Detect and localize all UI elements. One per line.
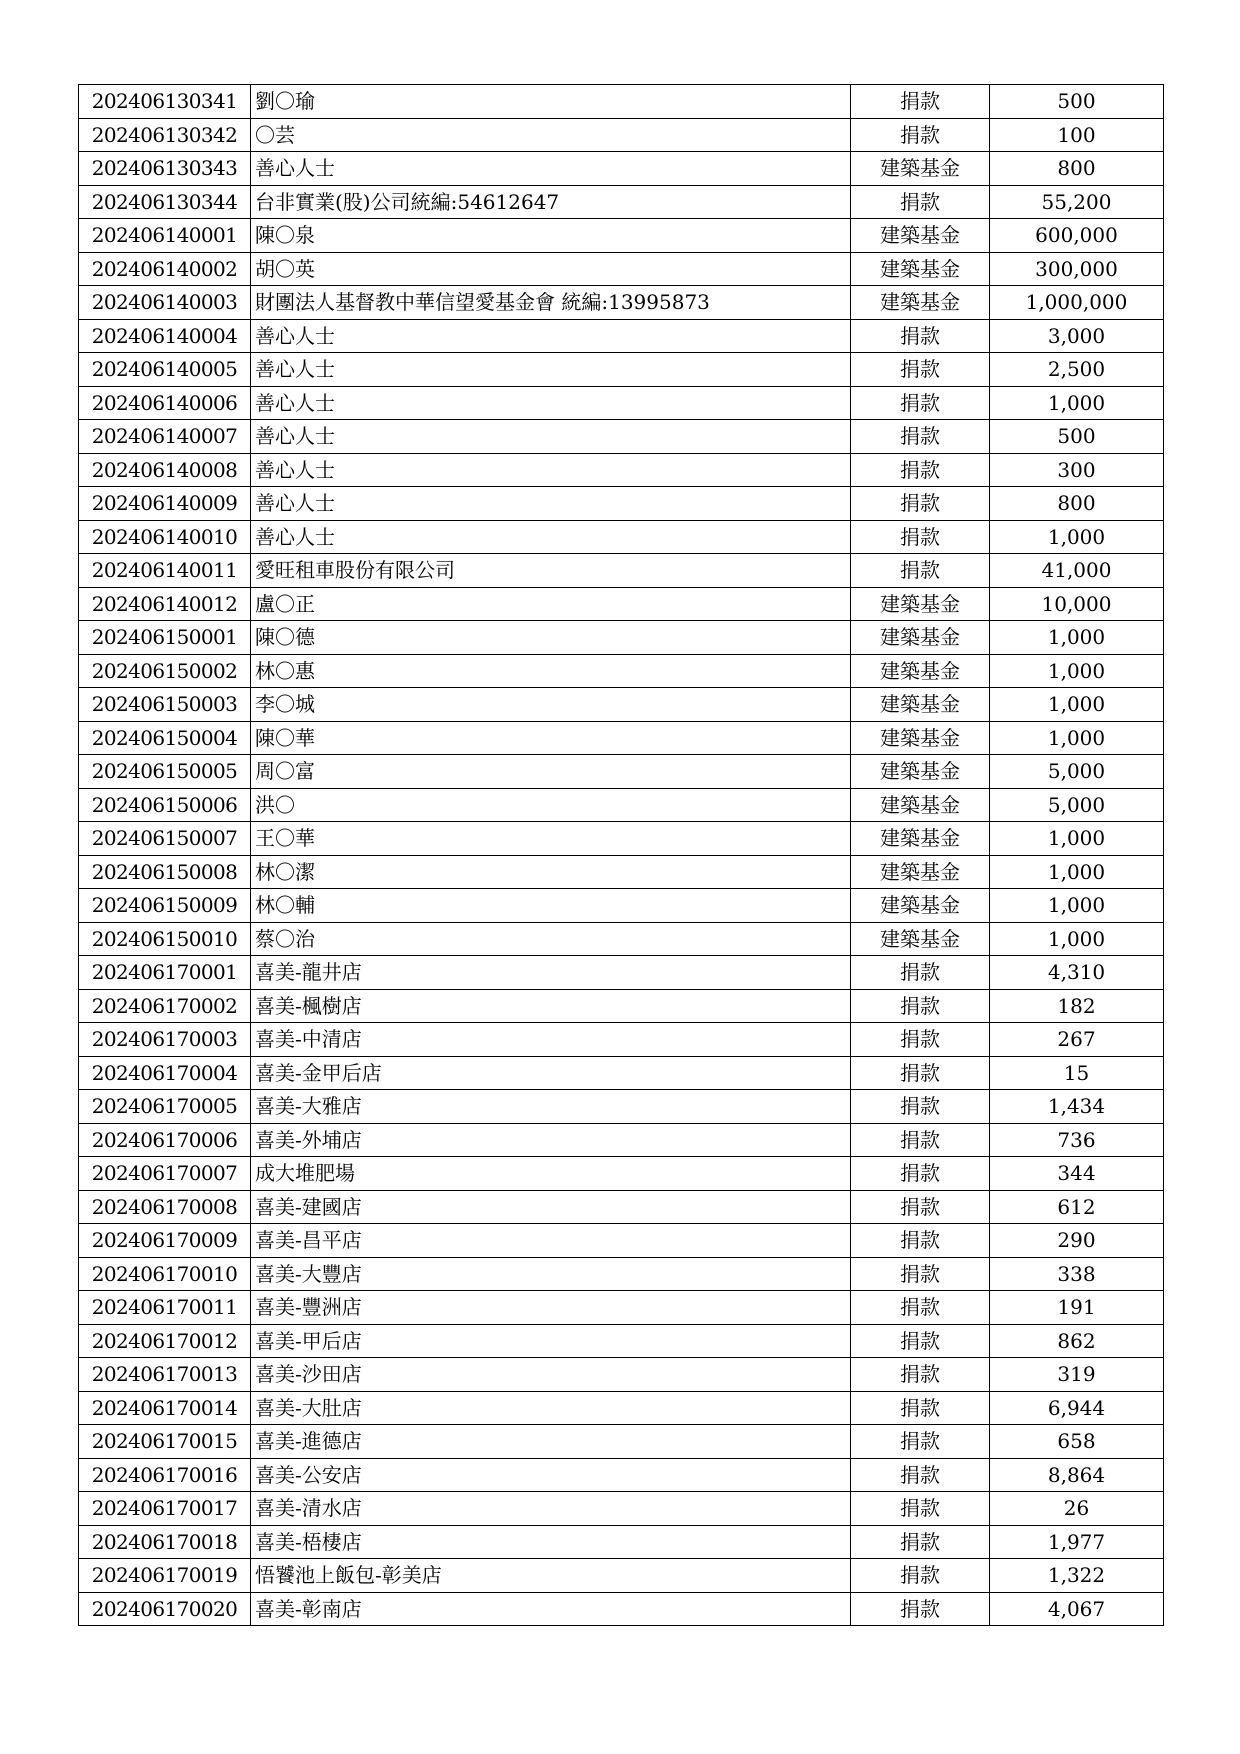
donor-name-cell: 善心人士 (251, 152, 851, 186)
donor-name-cell: 喜美-楓樹店 (251, 989, 851, 1023)
donation-id-cell: 202406140003 (79, 286, 251, 320)
table-row (79, 1358, 1164, 1392)
donation-amount-cell: 100 (990, 118, 1164, 152)
donor-name-cell: 喜美-公安店 (251, 1458, 851, 1492)
donation-id-cell: 202406140006 (79, 386, 251, 420)
donation-id-cell: 202406170018 (79, 1525, 251, 1559)
donor-name-cell: 盧〇正 (251, 587, 851, 621)
table-row (79, 956, 1164, 990)
donation-id-cell: 202406170009 (79, 1224, 251, 1258)
donor-name-cell: 王〇華 (251, 822, 851, 856)
donation-type-cell: 捐款 (851, 487, 990, 521)
table-row (79, 520, 1164, 554)
donation-amount-cell: 191 (990, 1291, 1164, 1325)
donation-id-cell: 202406170012 (79, 1324, 251, 1358)
table-row (79, 1458, 1164, 1492)
donor-name-cell: 劉〇瑜 (251, 85, 851, 119)
donation-amount-cell: 338 (990, 1257, 1164, 1291)
donation-id-cell: 202406150005 (79, 755, 251, 789)
donation-amount-cell: 55,200 (990, 185, 1164, 219)
table-row (79, 688, 1164, 722)
donor-name-cell: 陳〇德 (251, 621, 851, 655)
donation-id-cell: 202406170015 (79, 1425, 251, 1459)
donation-amount-cell: 1,000 (990, 621, 1164, 655)
donor-name-cell: 喜美-建國店 (251, 1190, 851, 1224)
donation-amount-cell: 1,000 (990, 822, 1164, 856)
donor-name-cell: 喜美-龍井店 (251, 956, 851, 990)
donation-amount-cell: 10,000 (990, 587, 1164, 621)
donation-amount-cell: 300 (990, 453, 1164, 487)
donation-amount-cell: 800 (990, 487, 1164, 521)
donation-id-cell: 202406150007 (79, 822, 251, 856)
table-row (79, 185, 1164, 219)
donation-type-cell: 捐款 (851, 1592, 990, 1626)
donation-type-cell: 建築基金 (851, 855, 990, 889)
donation-amount-cell: 1,000 (990, 889, 1164, 923)
donor-name-cell: 喜美-清水店 (251, 1492, 851, 1526)
table-row (79, 487, 1164, 521)
donor-name-cell: 〇芸 (251, 118, 851, 152)
donation-id-cell: 202406150009 (79, 889, 251, 923)
donation-type-cell: 建築基金 (851, 152, 990, 186)
donation-table-container (78, 84, 1163, 1626)
donation-amount-cell: 500 (990, 420, 1164, 454)
donor-name-cell: 喜美-進德店 (251, 1425, 851, 1459)
donation-type-cell: 建築基金 (851, 654, 990, 688)
donation-table (78, 84, 1164, 1626)
donation-type-cell: 建築基金 (851, 822, 990, 856)
donation-id-cell: 202406170003 (79, 1023, 251, 1057)
donation-id-cell: 202406140002 (79, 252, 251, 286)
donation-type-cell: 建築基金 (851, 219, 990, 253)
table-row (79, 1123, 1164, 1157)
donation-type-cell: 捐款 (851, 353, 990, 387)
donation-type-cell: 建築基金 (851, 286, 990, 320)
donation-type-cell: 建築基金 (851, 755, 990, 789)
table-row (79, 989, 1164, 1023)
donation-amount-cell: 736 (990, 1123, 1164, 1157)
donation-type-cell: 捐款 (851, 1056, 990, 1090)
table-row (79, 587, 1164, 621)
table-row (79, 286, 1164, 320)
table-row (79, 1391, 1164, 1425)
table-row (79, 386, 1164, 420)
donation-type-cell: 建築基金 (851, 922, 990, 956)
donation-type-cell: 建築基金 (851, 688, 990, 722)
donation-amount-cell: 319 (990, 1358, 1164, 1392)
donation-type-cell: 捐款 (851, 1559, 990, 1593)
donor-name-cell: 胡〇英 (251, 252, 851, 286)
donation-amount-cell: 1,434 (990, 1090, 1164, 1124)
donor-name-cell: 財團法人基督教中華信望愛基金會 統編:13995873 (251, 286, 851, 320)
donation-type-cell: 捐款 (851, 1090, 990, 1124)
donation-id-cell: 202406140007 (79, 420, 251, 454)
donation-amount-cell: 1,000 (990, 721, 1164, 755)
donation-type-cell: 建築基金 (851, 889, 990, 923)
donor-name-cell: 周〇富 (251, 755, 851, 789)
donation-id-cell: 202406150001 (79, 621, 251, 655)
donation-id-cell: 202406170014 (79, 1391, 251, 1425)
donation-type-cell: 捐款 (851, 1324, 990, 1358)
donation-amount-cell: 1,000 (990, 520, 1164, 554)
donation-amount-cell: 1,000 (990, 688, 1164, 722)
table-row (79, 219, 1164, 253)
table-row (79, 1291, 1164, 1325)
table-row (79, 1559, 1164, 1593)
donor-name-cell: 喜美-彰南店 (251, 1592, 851, 1626)
donor-name-cell: 喜美-大肚店 (251, 1391, 851, 1425)
donation-type-cell: 捐款 (851, 185, 990, 219)
donation-type-cell: 捐款 (851, 554, 990, 588)
donor-name-cell: 蔡〇治 (251, 922, 851, 956)
donation-amount-cell: 2,500 (990, 353, 1164, 387)
donation-type-cell: 捐款 (851, 1391, 990, 1425)
donor-name-cell: 喜美-大豐店 (251, 1257, 851, 1291)
donation-amount-cell: 290 (990, 1224, 1164, 1258)
donation-type-cell: 捐款 (851, 85, 990, 119)
table-row (79, 319, 1164, 353)
donation-amount-cell: 5,000 (990, 755, 1164, 789)
table-row (79, 654, 1164, 688)
table-row (79, 353, 1164, 387)
donation-amount-cell: 1,000,000 (990, 286, 1164, 320)
donation-id-cell: 202406150002 (79, 654, 251, 688)
donation-amount-cell: 5,000 (990, 788, 1164, 822)
donation-amount-cell: 1,000 (990, 922, 1164, 956)
donation-type-cell: 捐款 (851, 989, 990, 1023)
donation-amount-cell: 658 (990, 1425, 1164, 1459)
donation-id-cell: 202406170005 (79, 1090, 251, 1124)
donor-name-cell: 喜美-外埔店 (251, 1123, 851, 1157)
table-row (79, 889, 1164, 923)
donation-amount-cell: 6,944 (990, 1391, 1164, 1425)
donation-id-cell: 202406170004 (79, 1056, 251, 1090)
donation-type-cell: 捐款 (851, 1291, 990, 1325)
donation-id-cell: 202406140010 (79, 520, 251, 554)
donation-amount-cell: 344 (990, 1157, 1164, 1191)
donation-type-cell: 建築基金 (851, 587, 990, 621)
table-row (79, 922, 1164, 956)
donation-id-cell: 202406170017 (79, 1492, 251, 1526)
table-row (79, 85, 1164, 119)
donor-name-cell: 陳〇泉 (251, 219, 851, 253)
donation-amount-cell: 500 (990, 85, 1164, 119)
donation-id-cell: 202406130341 (79, 85, 251, 119)
donation-type-cell: 捐款 (851, 956, 990, 990)
donor-name-cell: 林〇惠 (251, 654, 851, 688)
table-row (79, 1190, 1164, 1224)
donation-id-cell: 202406140009 (79, 487, 251, 521)
donor-name-cell: 李〇城 (251, 688, 851, 722)
donation-id-cell: 202406170002 (79, 989, 251, 1023)
donation-id-cell: 202406170010 (79, 1257, 251, 1291)
donation-type-cell: 捐款 (851, 1358, 990, 1392)
donation-amount-cell: 4,067 (990, 1592, 1164, 1626)
donation-amount-cell: 15 (990, 1056, 1164, 1090)
donation-id-cell: 202406150008 (79, 855, 251, 889)
table-row (79, 1090, 1164, 1124)
donation-id-cell: 202406140008 (79, 453, 251, 487)
donation-amount-cell: 1,000 (990, 654, 1164, 688)
donation-id-cell: 202406140012 (79, 587, 251, 621)
donation-id-cell: 202406150006 (79, 788, 251, 822)
donation-id-cell: 202406170001 (79, 956, 251, 990)
donation-type-cell: 捐款 (851, 520, 990, 554)
donation-amount-cell: 1,977 (990, 1525, 1164, 1559)
table-row (79, 1425, 1164, 1459)
table-row (79, 1056, 1164, 1090)
donation-type-cell: 捐款 (851, 1157, 990, 1191)
table-row (79, 1525, 1164, 1559)
donation-amount-cell: 41,000 (990, 554, 1164, 588)
donation-type-cell: 建築基金 (851, 788, 990, 822)
donor-name-cell: 林〇輔 (251, 889, 851, 923)
donation-id-cell: 202406150004 (79, 721, 251, 755)
donation-id-cell: 202406170008 (79, 1190, 251, 1224)
donation-id-cell: 202406170007 (79, 1157, 251, 1191)
donation-id-cell: 202406170006 (79, 1123, 251, 1157)
donation-type-cell: 捐款 (851, 1458, 990, 1492)
donation-amount-cell: 182 (990, 989, 1164, 1023)
donation-table-body (79, 85, 1164, 1626)
table-row (79, 252, 1164, 286)
donation-id-cell: 202406130344 (79, 185, 251, 219)
donor-name-cell: 陳〇華 (251, 721, 851, 755)
donation-amount-cell: 612 (990, 1190, 1164, 1224)
donation-amount-cell: 3,000 (990, 319, 1164, 353)
donation-type-cell: 捐款 (851, 420, 990, 454)
table-row (79, 755, 1164, 789)
donation-amount-cell: 1,000 (990, 855, 1164, 889)
donation-type-cell: 捐款 (851, 1425, 990, 1459)
donor-name-cell: 喜美-甲后店 (251, 1324, 851, 1358)
donation-amount-cell: 8,864 (990, 1458, 1164, 1492)
donation-type-cell: 捐款 (851, 319, 990, 353)
donor-name-cell: 善心人士 (251, 453, 851, 487)
table-row (79, 1492, 1164, 1526)
donation-type-cell: 捐款 (851, 118, 990, 152)
donation-id-cell: 202406170020 (79, 1592, 251, 1626)
donor-name-cell: 善心人士 (251, 420, 851, 454)
table-row (79, 554, 1164, 588)
donation-id-cell: 202406140001 (79, 219, 251, 253)
donation-id-cell: 202406130342 (79, 118, 251, 152)
table-row (79, 721, 1164, 755)
donation-type-cell: 捐款 (851, 1492, 990, 1526)
table-row (79, 855, 1164, 889)
table-row (79, 1224, 1164, 1258)
donation-id-cell: 202406170019 (79, 1559, 251, 1593)
donor-name-cell: 喜美-大雅店 (251, 1090, 851, 1124)
donation-id-cell: 202406150003 (79, 688, 251, 722)
donation-id-cell: 202406170011 (79, 1291, 251, 1325)
donation-amount-cell: 267 (990, 1023, 1164, 1057)
donation-type-cell: 捐款 (851, 453, 990, 487)
donor-name-cell: 善心人士 (251, 353, 851, 387)
donation-type-cell: 捐款 (851, 1257, 990, 1291)
donation-amount-cell: 600,000 (990, 219, 1164, 253)
table-row (79, 1324, 1164, 1358)
donation-type-cell: 建築基金 (851, 721, 990, 755)
donation-type-cell: 捐款 (851, 1123, 990, 1157)
donor-name-cell: 善心人士 (251, 520, 851, 554)
donation-amount-cell: 1,000 (990, 386, 1164, 420)
donation-id-cell: 202406170016 (79, 1458, 251, 1492)
table-row (79, 118, 1164, 152)
table-row (79, 152, 1164, 186)
table-row (79, 1157, 1164, 1191)
donation-type-cell: 捐款 (851, 1190, 990, 1224)
donation-amount-cell: 26 (990, 1492, 1164, 1526)
donation-amount-cell: 4,310 (990, 956, 1164, 990)
donor-name-cell: 林〇潔 (251, 855, 851, 889)
donation-id-cell: 202406150010 (79, 922, 251, 956)
donor-name-cell: 喜美-金甲后店 (251, 1056, 851, 1090)
table-row (79, 621, 1164, 655)
donation-type-cell: 建築基金 (851, 621, 990, 655)
donation-id-cell: 202406140005 (79, 353, 251, 387)
donor-name-cell: 喜美-沙田店 (251, 1358, 851, 1392)
table-row (79, 822, 1164, 856)
table-row (79, 1023, 1164, 1057)
table-row (79, 1592, 1164, 1626)
donor-name-cell: 善心人士 (251, 487, 851, 521)
donation-amount-cell: 1,322 (990, 1559, 1164, 1593)
donor-name-cell: 成大堆肥場 (251, 1157, 851, 1191)
donor-name-cell: 悟饕池上飯包-彰美店 (251, 1559, 851, 1593)
donor-name-cell: 喜美-昌平店 (251, 1224, 851, 1258)
donation-id-cell: 202406140004 (79, 319, 251, 353)
donation-type-cell: 建築基金 (851, 252, 990, 286)
donation-amount-cell: 862 (990, 1324, 1164, 1358)
donor-name-cell: 喜美-梧棲店 (251, 1525, 851, 1559)
donation-type-cell: 捐款 (851, 1525, 990, 1559)
donation-type-cell: 捐款 (851, 386, 990, 420)
donor-name-cell: 愛旺租車股份有限公司 (251, 554, 851, 588)
donation-id-cell: 202406170013 (79, 1358, 251, 1392)
donation-id-cell: 202406140011 (79, 554, 251, 588)
donor-name-cell: 台非實業(股)公司統編:54612647 (251, 185, 851, 219)
donation-type-cell: 捐款 (851, 1023, 990, 1057)
table-row (79, 1257, 1164, 1291)
table-row (79, 420, 1164, 454)
donor-name-cell: 喜美-豐洲店 (251, 1291, 851, 1325)
donation-amount-cell: 300,000 (990, 252, 1164, 286)
table-row (79, 453, 1164, 487)
table-row (79, 788, 1164, 822)
donation-id-cell: 202406130343 (79, 152, 251, 186)
donation-amount-cell: 800 (990, 152, 1164, 186)
donor-name-cell: 洪〇 (251, 788, 851, 822)
donor-name-cell: 善心人士 (251, 386, 851, 420)
donor-name-cell: 善心人士 (251, 319, 851, 353)
donation-type-cell: 捐款 (851, 1224, 990, 1258)
donor-name-cell: 喜美-中清店 (251, 1023, 851, 1057)
